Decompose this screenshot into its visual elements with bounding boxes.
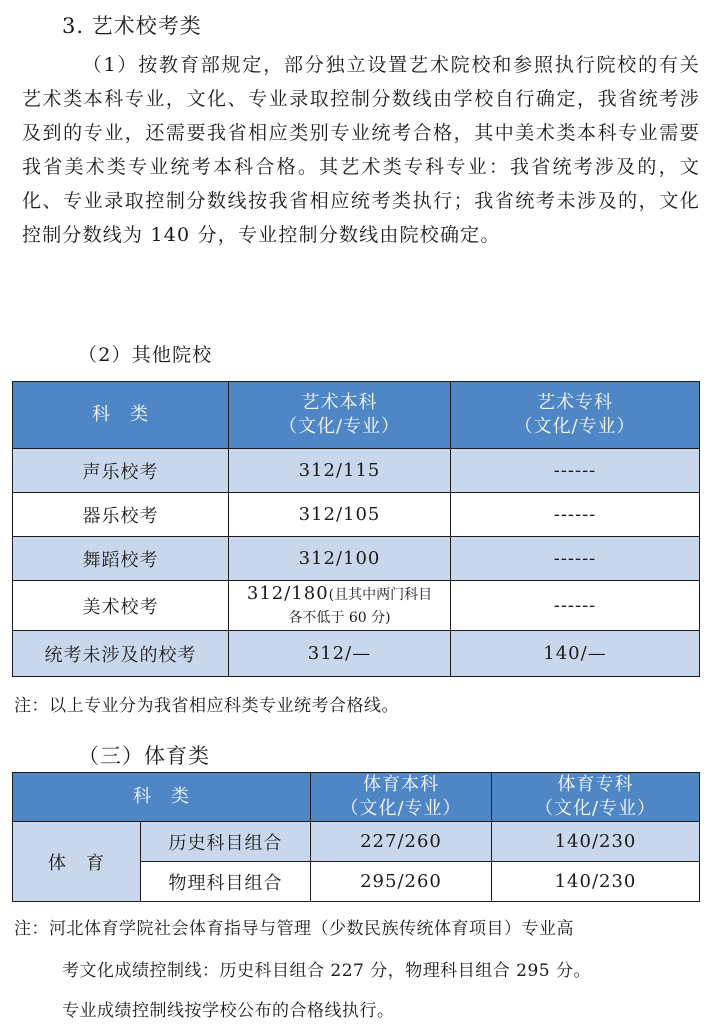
pe-note-line-2: 考文化成绩控制线：历史科目组合 227 分，物理科目组合 295 分。 bbox=[62, 961, 592, 981]
row-combo: 物理科目组合 bbox=[141, 862, 311, 902]
row-undergrad: 227/260 bbox=[311, 822, 492, 862]
row-undergrad: 312/— bbox=[229, 631, 451, 677]
pe-header-undergrad: 体育本科 （文化/专业） bbox=[311, 773, 492, 822]
art-table-header bbox=[13, 382, 700, 449]
row-undergrad: 312/115 bbox=[229, 449, 451, 493]
pe-group-label: 体 育 bbox=[13, 822, 141, 902]
row-junior: 140/230 bbox=[492, 822, 700, 862]
paragraph-1-text: （1）按教育部规定，部分独立设置艺术院校和参照执行院校的有关艺术类本科专业，文化、专业录取控制分数线由学校自行确定，我省统考涉及到的专业，还需要我省相应类别专业统考合格，其中美术类本科专业需要我省美术类专业统考本科合格。其艺术类专科专业：我省统考涉及的，文化、专业录取控制分数线按我省相应统考类执行；我省统考未涉及的，文化控制分数线为 140 分，专业控制分数线由院校确定。 bbox=[22, 54, 700, 246]
row-junior: ------ bbox=[451, 537, 700, 581]
row-category: 声乐校考 bbox=[13, 449, 229, 493]
pe-section-title: （三）体育类 bbox=[78, 744, 210, 768]
row-undergrad: 312/100 bbox=[229, 537, 451, 581]
row-undergrad: 312/180(且其中两门科目 各不低于 60 分) bbox=[229, 581, 451, 631]
table-row bbox=[13, 493, 700, 537]
art-header-category: 科 类 bbox=[13, 382, 229, 449]
section-3-paragraph bbox=[22, 48, 700, 252]
row-category: 美术校考 bbox=[13, 581, 229, 631]
row-junior: ------ bbox=[451, 581, 700, 631]
art-admission-table bbox=[12, 381, 700, 677]
row-category: 舞蹈校考 bbox=[13, 537, 229, 581]
table-row bbox=[13, 537, 700, 581]
pe-header-category: 科 类 bbox=[13, 773, 311, 822]
row-junior: 140/230 bbox=[492, 862, 700, 902]
art-table-note: 注：以上专业分为我省相应科类专业统考合格线。 bbox=[14, 696, 399, 716]
pe-admission-table bbox=[12, 772, 700, 902]
art-header-junior: 艺术专科 （文化/专业） bbox=[451, 382, 700, 449]
table-row bbox=[13, 581, 700, 631]
table-row bbox=[13, 449, 700, 493]
section-3-title: 3. 艺术校考类 bbox=[62, 14, 202, 38]
row-undergrad: 295/260 bbox=[311, 862, 492, 902]
table-row bbox=[13, 631, 700, 677]
pe-note-line-1: 注：河北体育学院社会体育指导与管理（少数民族传统体育项目）专业高 bbox=[14, 919, 574, 939]
row-junior: 140/— bbox=[451, 631, 700, 677]
table-row bbox=[13, 822, 700, 862]
row-category: 器乐校考 bbox=[13, 493, 229, 537]
row-combo: 历史科目组合 bbox=[141, 822, 311, 862]
pe-table-header bbox=[13, 773, 700, 822]
row-junior: ------ bbox=[451, 493, 700, 537]
row-category: 统考未涉及的校考 bbox=[13, 631, 229, 677]
subheading-other-colleges: （2）其他院校 bbox=[78, 344, 213, 366]
row-undergrad: 312/105 bbox=[229, 493, 451, 537]
art-header-undergrad: 艺术本科 （文化/专业） bbox=[229, 382, 451, 449]
pe-header-junior: 体育专科 （文化/专业） bbox=[492, 773, 700, 822]
pe-note-line-3: 专业成绩控制线按学校公布的合格线执行。 bbox=[62, 1001, 395, 1021]
row-junior: ------ bbox=[451, 449, 700, 493]
